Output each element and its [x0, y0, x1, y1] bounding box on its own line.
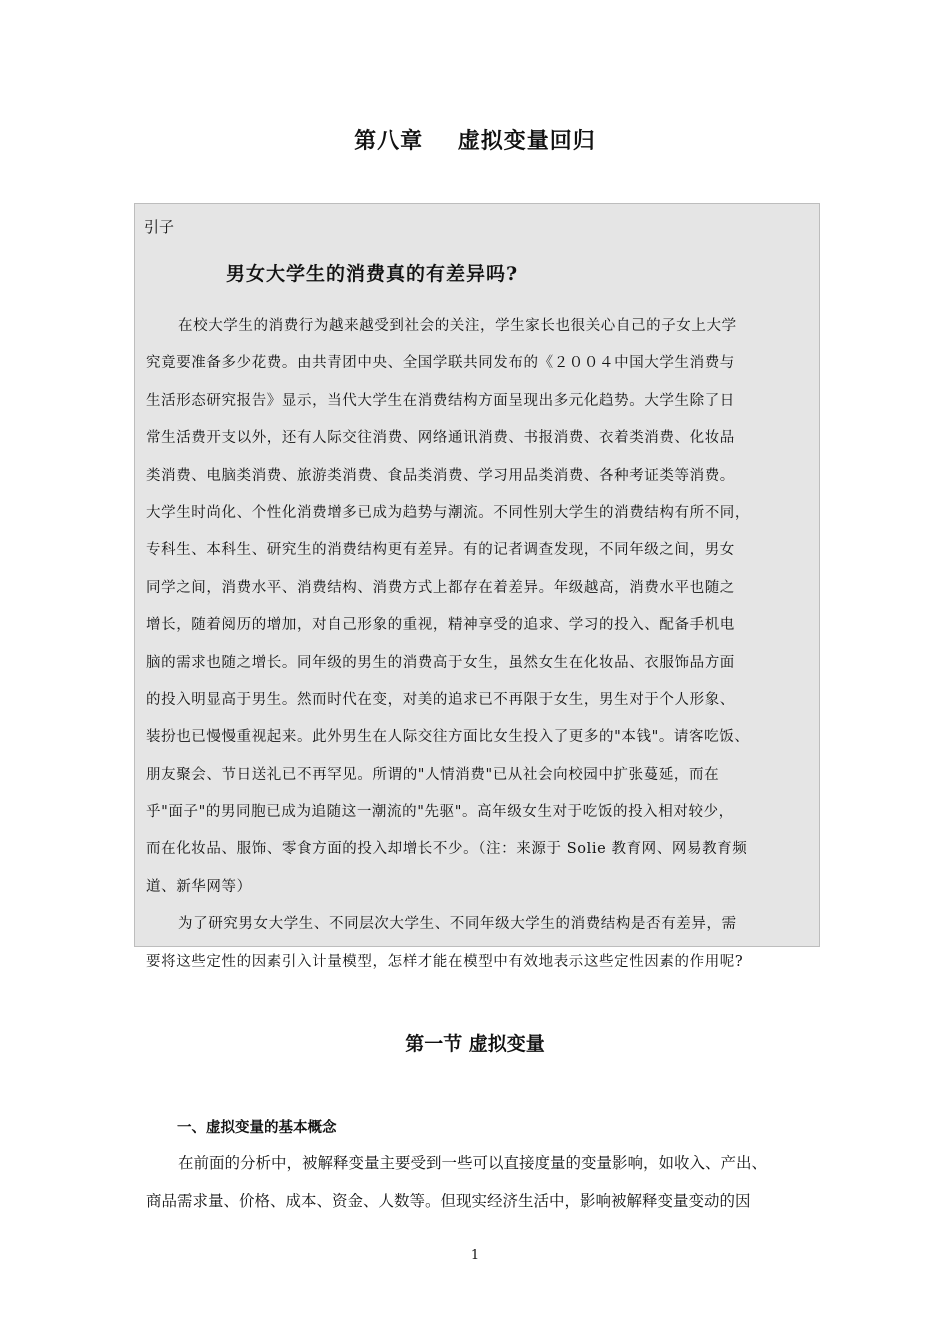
intro-body	[146, 310, 818, 983]
intro-line: 要将这些定性的因素引入计量模型，怎样才能在模型中有效地表示这些定性因素的作用呢?	[146, 953, 744, 970]
intro-line: 装扮也已慢慢重视起来。此外男生在人际交往方面比女生投入了更多的"本钱"。请客吃饭、	[146, 729, 750, 746]
body-text	[146, 1148, 826, 1224]
intro-line: 类消费、电脑类消费、旅游类消费、食品类消费、学习用品类消费、各种考证类等消费。	[146, 467, 735, 484]
intro-line: 为了研究男女大学生、不同层次大学生、不同年级大学生的消费结构是否有差异，需	[178, 916, 737, 933]
intro-line: 专科生、本科生、研究生的消费结构更有差异。有的记者调查发现，不同年级之间，男女	[146, 542, 735, 559]
body-line: 在前面的分析中，被解释变量主要受到一些可以直接度量的变量影响，如收入、产出、	[178, 1154, 768, 1172]
intro-line: 道、新华网等）	[146, 878, 252, 895]
intro-line: 生活形态研究报告》显示，当代大学生在消费结构方面呈现出多元化趋势。大学生除了日	[146, 392, 735, 409]
intro-heading: 男女大学生的消费真的有差异吗?	[226, 263, 519, 285]
body-line: 商品需求量、价格、成本、资金、人数等。但现实经济生活中，影响被解释变量变动的因	[146, 1192, 751, 1210]
page-number: 1	[470, 1248, 480, 1263]
intro-line: 大学生时尚化、个性化消费增多已成为趋势与潮流。不同性别大学生的消费结构有所不同，	[146, 504, 750, 521]
intro-line: 乎"面子"的男同胞已成为追随这一潮流的"先驱"。高年级女生对于吃饭的投入相对较少，	[146, 804, 734, 821]
intro-line: 而在化妆品、服饰、零食方面的投入却增长不少。（注：来源于 Solie 教育网、网易教育频	[146, 841, 748, 858]
intro-line: 脑的需求也随之增长。同年级的男生的消费高于女生，虽然女生在化妆品、衣服饰品方面	[146, 654, 735, 671]
intro-line: 朋友聚会、节日送礼已不再罕见。所谓的"人情消费"已从社会向校园中扩张蔓延，而在	[146, 766, 720, 783]
intro-line: 的投入明显高于男生。然而时代在变，对美的追求已不再限于女生，男生对于个人形象、	[146, 691, 735, 708]
intro-label: 引子	[144, 218, 175, 236]
intro-line: 同学之间，消费水平、消费结构、消费方式上都存在着差异。年级越高，消费水平也随之	[146, 579, 735, 596]
chapter-title: 第八章 虚拟变量回归	[354, 129, 596, 154]
intro-line: 常生活费开支以外，还有人际交往消费、网络通讯消费、书报消费、衣着类消费、化妆品	[146, 430, 735, 447]
intro-line: 增长，随着阅历的增加，对自己形象的重视，精神享受的追求、学习的投入、配备手机电	[146, 617, 735, 634]
intro-line: 在校大学生的消费行为越来越受到社会的关注，学生家长也很关心自己的子女上大学	[178, 318, 737, 334]
section-title: 第一节 虚拟变量	[405, 1033, 545, 1055]
subsection-heading: 一、虚拟变量的基本概念	[177, 1120, 337, 1136]
intro-line: 究竟要准备多少花费。由共青团中央、全国学联共同发布的《２００４中国大学生消费与	[146, 355, 735, 372]
